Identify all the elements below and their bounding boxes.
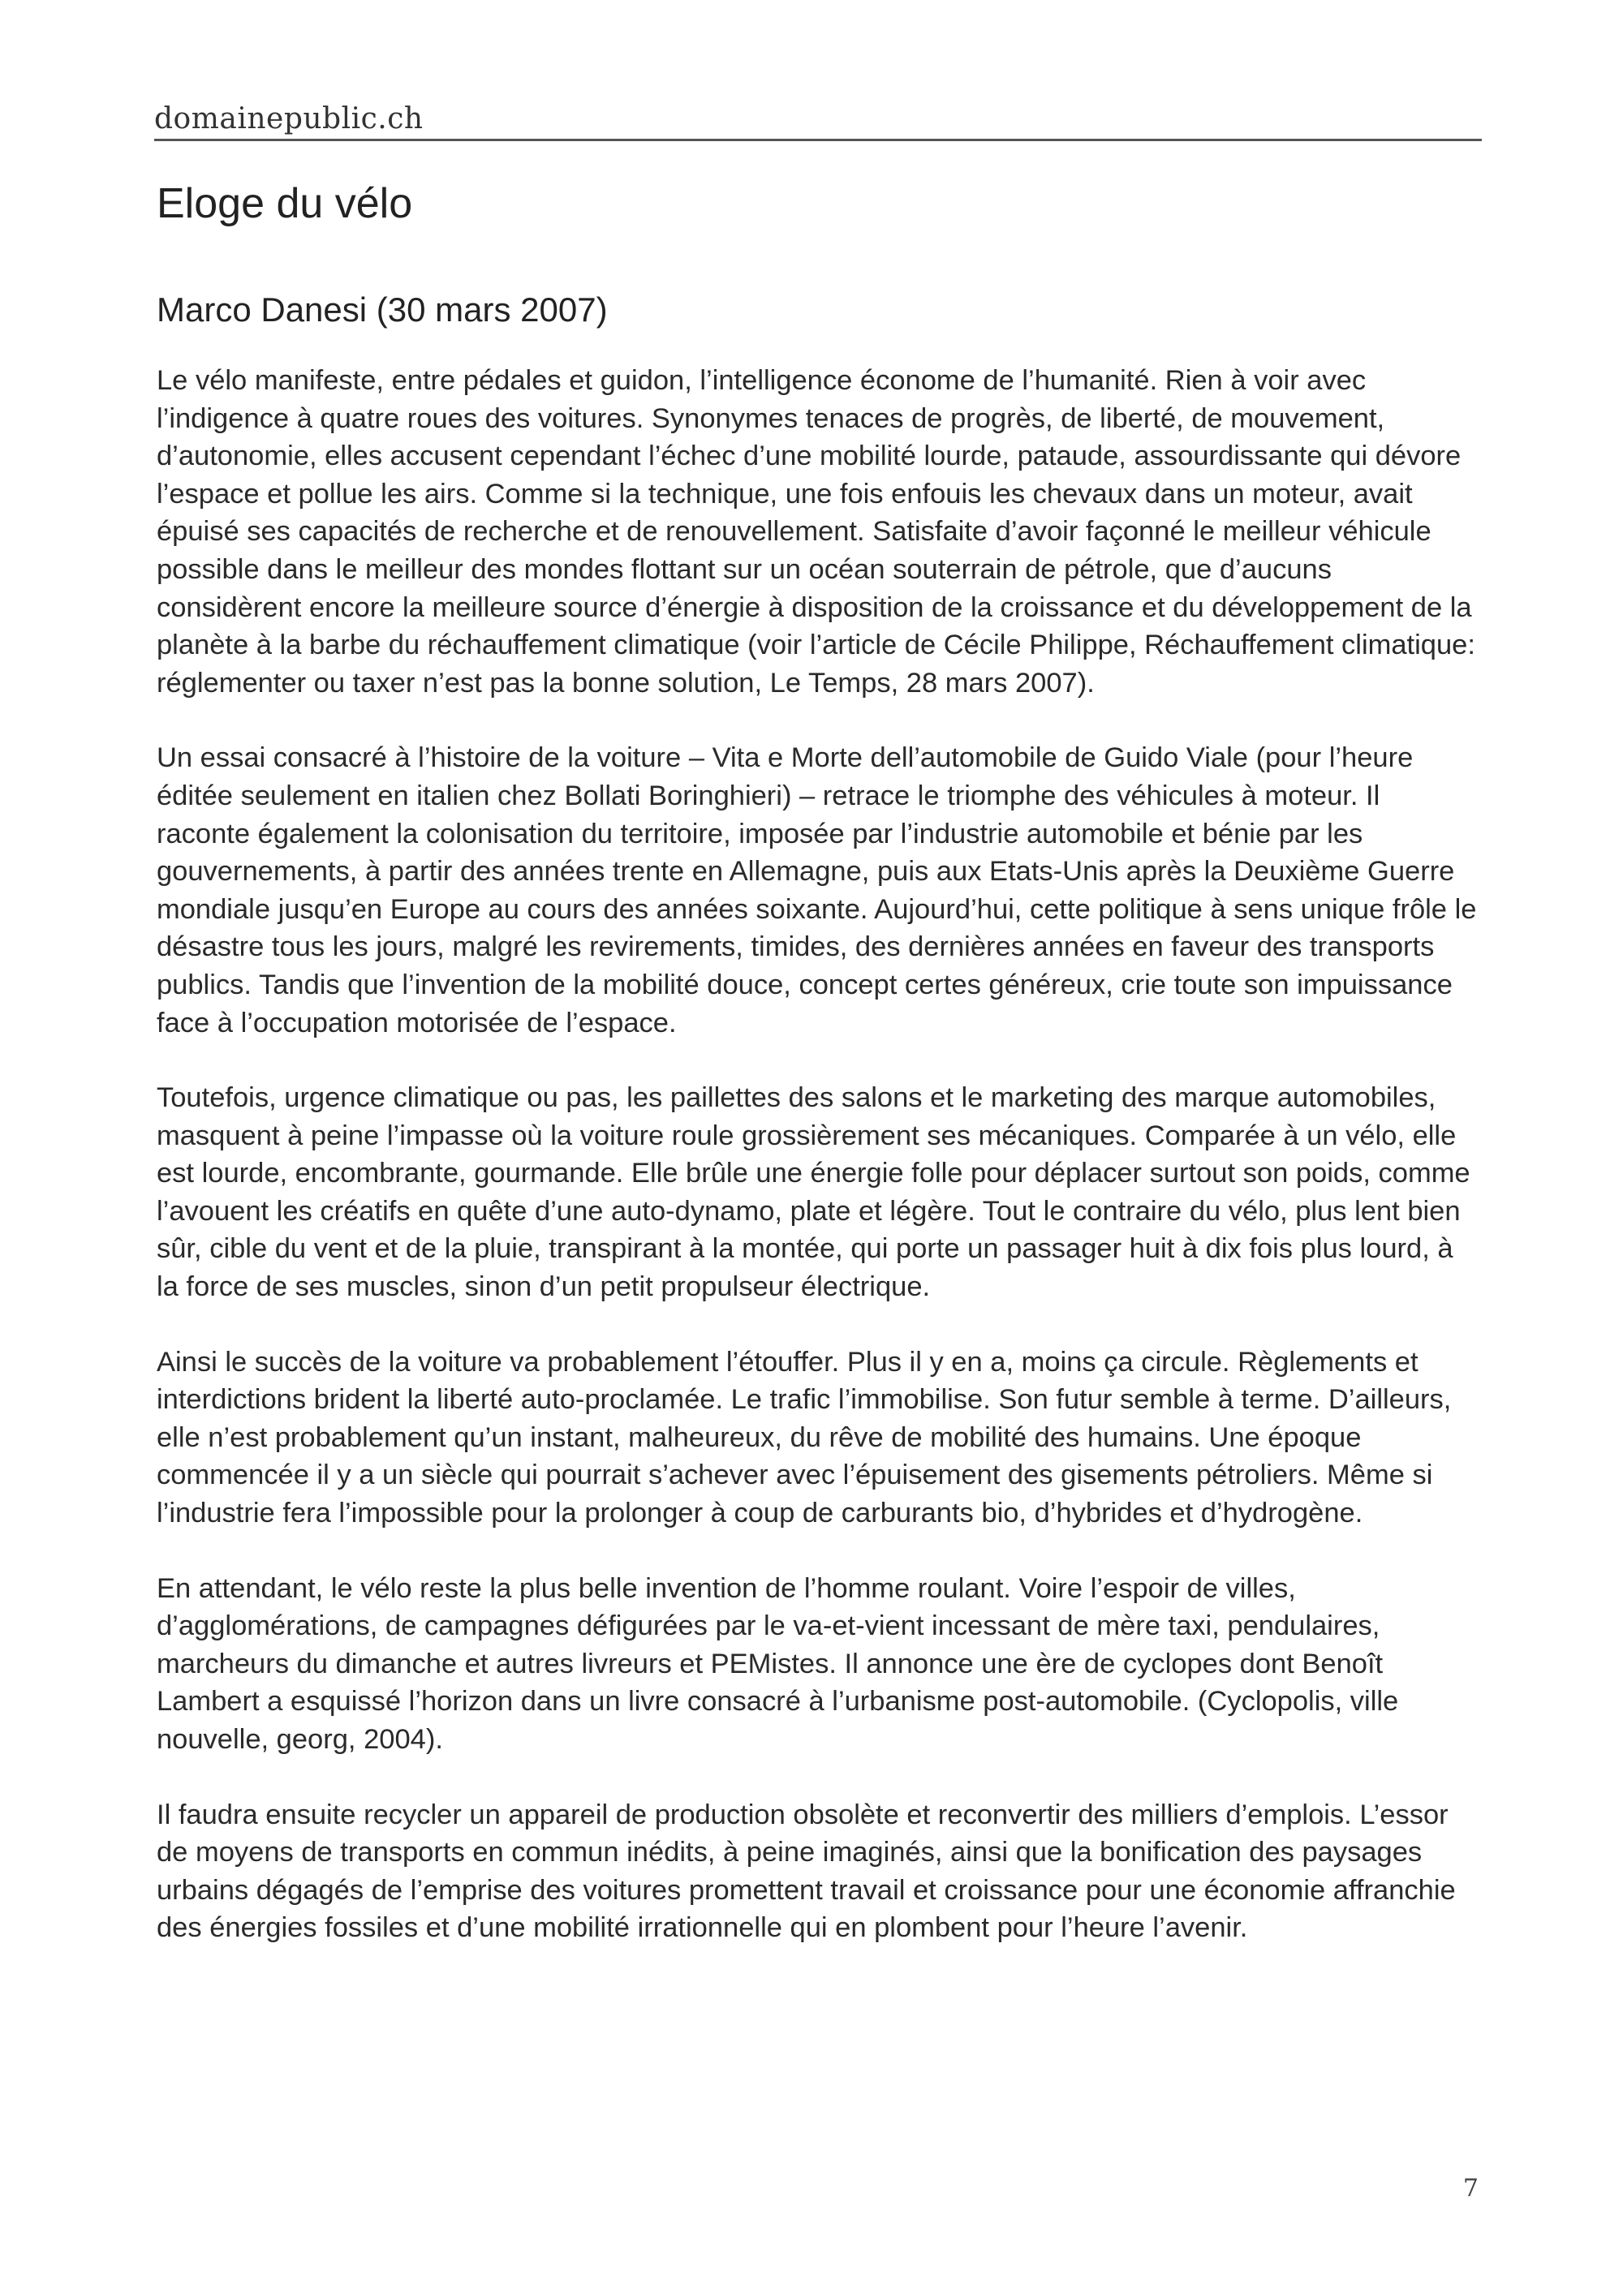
article <box>157 170 1479 1984</box>
site-header <box>154 96 1482 141</box>
paragraph-4: Ainsi le succès de la voiture va probablement l’étouffer. Plus il y en a, moins ça circule. Règlements et interdictions brident la liberté auto-proclamée. Le trafic l’immobilise. Son futur semble à terme. D’ailleurs, elle n’est probablement qu’un instant, malheureux, du rêve de mobilité des humains. Une époque commencée il y a un siècle qui pourrait s’achever avec l’épuisement des gisements pétroliers. Même si l’industrie fera l’impossible pour la prolonger à coup de carburants bio, d’hybrides et d’hydrogène. <box>157 1346 1452 1529</box>
site-name: domainepublic.ch <box>154 102 424 135</box>
paragraph-1: Le vélo manifeste, entre pédales et guidon, l’intelligence économe de l’humanité. Rien à voir avec l’indigence à quatre roues des voitures. Synonymes tenaces de progrès, de liberté, de mouvement, d’autonomie, elles accusent cependant l’échec d’une mobilité lourde, pataude, assourdissante qui dévore l’espace et pollue les airs. Comme si la technique, une fois enfouis les chevaux dans un moteur, avait épuisé ses capacités de recherche et de renouvellement. Satisfaite d’avoir façonné le meilleur véhicule possible dans le meilleur des mondes flottant sur un océan souterrain de pétrole, que d’aucuns considèrent encore la meilleure source d’énergie à disposition de la croissance et du développement de la planète à la barbe du réchauffement climatique (voir l’article de Cécile Philippe, Réchauffement climatique: réglementer ou taxer n’est pas la bonne solution, Le Temps, 28 mars 2007). <box>157 365 1475 699</box>
article-title: Eloge du vélo <box>157 180 413 227</box>
paragraph-5: En attendant, le vélo reste la plus belle invention de l’homme roulant. Voire l’espoir de villes, d’agglomérations, de campagnes défigurées par le va-et-vient incessant de mère taxi, pendulaires, marcheurs du dimanche et autres livreurs et PEMistes. Il annonce une ère de cyclopes dont Benoît Lambert a esquissé l’horizon dans un livre consacré à l’urbanisme post-automobile. (Cyclopolis, ville nouvelle, georg, 2004). <box>157 1572 1399 1755</box>
paragraph-3: Toutefois, urgence climatique ou pas, les paillettes des salons et le marketing des marque automobiles, masquent à peine l’impasse où la voiture roule grossièrement ses mécaniques. Comparée à un vélo, elle est lourde, encombrante, gourmande. Elle brûle une énergie folle pour déplacer surtout son poids, comme l’avouent les créatifs en quête d’une auto-dynamo, plate et légère. Tout le contraire du vélo, plus lent bien sûr, cible du vent et de la pluie, transpirant à la montée, qui porte un passager huit à dix fois plus lourd, à la force de ses muscles, sinon d’un petit propulseur électrique. <box>157 1082 1470 1303</box>
article-byline: Marco Danesi (30 mars 2007) <box>157 290 608 329</box>
page-number: 7 <box>1462 2174 1479 2203</box>
paragraph-2: Un essai consacré à l’histoire de la voiture – Vita e Morte dell’automobile de Guido Viale (pour l’heure éditée seulement en italien chez Bollati Boringhieri) – retrace le triomphe des véhicules à moteur. Il raconte également la colonisation du territoire, imposée par l’industrie automobile et bénie par les gouvernements, à partir des années trente en Allemagne, puis aux Etats-Unis après la Deuxième Guerre mondiale jusqu’en Europe au cours des années soixante. Aujourd’hui, cette politique à sens unique frôle le désastre tous les jours, malgré les revirements, timides, des dernières années en faveur des transports publics. Tandis que l’invention de la mobilité douce, concept certes généreux, crie toute son impuissance face à l’occupation motorisée de l’espace. <box>157 742 1477 1038</box>
paragraph-6: Il faudra ensuite recycler un appareil de production obsolète et reconvertir des milliers d’emplois. L’essor de moyens de transports en commun inédits, à peine imaginés, ainsi que la bonification des paysages urbains dégagés de l’emprise des voitures promettent travail et croissance pour une économie affranchie des énergies fossiles et d’une mobilité irrationnelle qui en plombent pour l’heure l’avenir. <box>157 1799 1456 1944</box>
